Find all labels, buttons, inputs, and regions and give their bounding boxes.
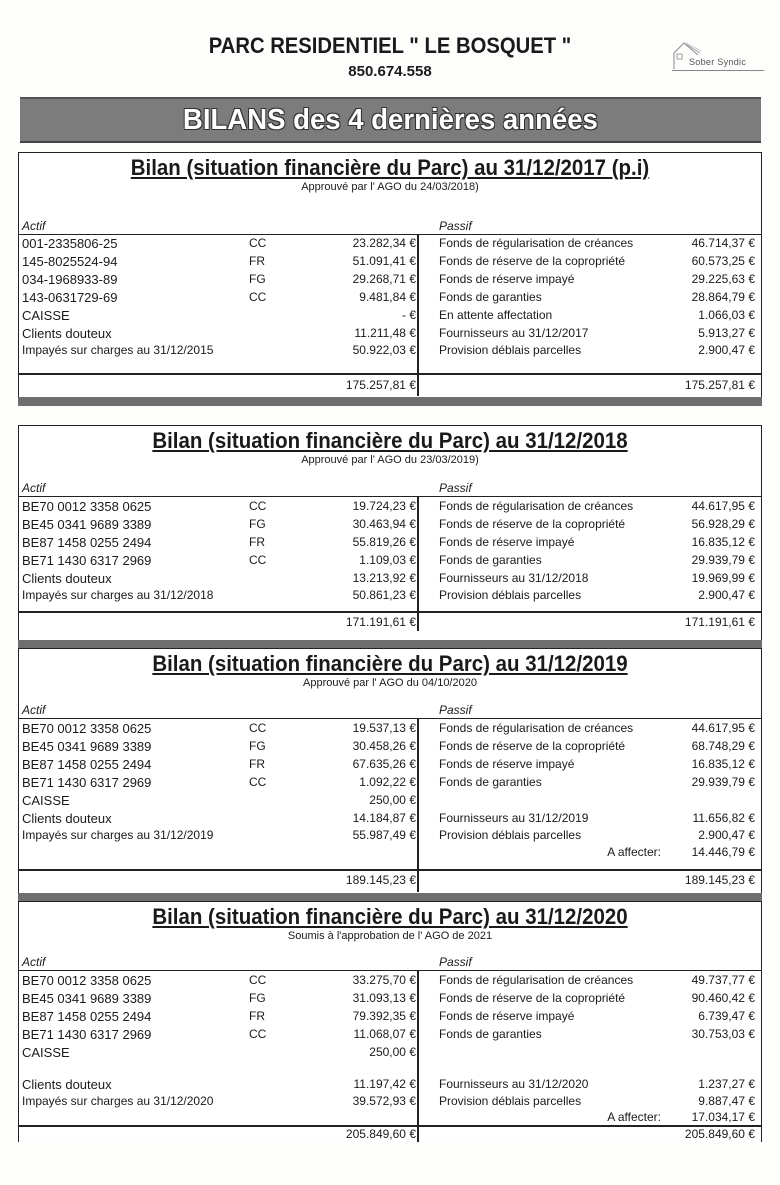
total-row (19, 1127, 761, 1144)
passif-label: Fonds de régularisation de créances (439, 973, 634, 987)
total-row (19, 615, 761, 632)
bilan-title: Bilan (situation financière du Parc) au 31/12/2019 (152, 651, 628, 676)
table-row (19, 588, 761, 605)
actif-label: BE87 1458 0255 2494 (22, 757, 152, 772)
approval-note: Soumis à l'approbation de l' AGO de 2021 (287, 930, 493, 942)
actif-code: CC (249, 973, 267, 987)
passif-amount: 5.913,27 € (698, 326, 755, 340)
passif-heading: Passif (439, 219, 472, 233)
bilan-2020 (18, 901, 762, 1142)
passif-amount: 2.900,47 € (698, 828, 755, 842)
table-row (19, 793, 761, 810)
actif-amount: 1.109,03 € (359, 553, 416, 567)
actif-heading: Actif (22, 703, 46, 717)
total-actif: 189.145,23 € (345, 873, 416, 887)
logo-underline (672, 70, 764, 71)
actif-amount: 250,00 € (369, 1045, 416, 1059)
actif-amount: 50.861,23 € (352, 588, 416, 602)
table-top-border (19, 718, 761, 719)
actif-amount: 29.268,71 € (352, 272, 416, 286)
actif-amount: 11.068,07 € (353, 1027, 416, 1041)
actif-amount: 67.635,26 € (352, 757, 416, 771)
actif-label: BE70 0012 3358 0625 (22, 973, 152, 988)
passif-heading: Passif (439, 481, 472, 495)
passif-amount: 19.969,99 € (691, 571, 755, 585)
table-row (19, 973, 761, 990)
actif-amount: 9.481,84 € (359, 290, 416, 304)
actif-amount: 13.213,92 € (352, 571, 416, 585)
banner-title: BILANS des 4 dernières années (183, 103, 598, 136)
table-top-border (19, 496, 761, 497)
actif-amount: 79.392,35 € (352, 1009, 416, 1023)
table-row (19, 326, 761, 343)
total-separator (19, 869, 761, 871)
actif-code: CC (249, 775, 267, 789)
passif-label: Fournisseurs au 31/12/2018 (439, 571, 589, 585)
a-affecter-amount: 14.446,79 € (691, 845, 755, 859)
actif-amount: 55.819,26 € (352, 535, 416, 549)
passif-label: Provision déblais parcelles (439, 828, 582, 842)
table-row (19, 517, 761, 534)
passif-label: Fonds de garanties (439, 1027, 542, 1041)
actif-code: FR (249, 535, 265, 549)
table-row (19, 739, 761, 756)
total-passif: 175.257,81 € (684, 378, 755, 392)
passif-label: Fonds de réserve de la copropriété (439, 254, 626, 268)
actif-label: Clients douteux (22, 326, 112, 341)
actif-amount: - € (401, 308, 416, 322)
logo-text: Sober Syndic (689, 57, 747, 67)
actif-code: FG (249, 272, 266, 286)
total-separator (19, 611, 761, 613)
passif-amount: 49.737,77 € (691, 973, 755, 987)
passif-amount: 29.939,79 € (691, 553, 755, 567)
passif-label: Fonds de garanties (439, 290, 542, 304)
passif-amount: 44.617,95 € (691, 499, 755, 513)
table-row (19, 272, 761, 289)
actif-amount: 55.987,49 € (352, 828, 416, 842)
passif-label: Fonds de régularisation de créances (439, 236, 634, 250)
passif-amount: 29.939,79 € (691, 775, 755, 789)
passif-amount: 2.900,47 € (698, 588, 755, 602)
passif-label: Fonds de réserve de la copropriété (439, 991, 626, 1005)
passif-amount: 68.748,29 € (691, 739, 755, 753)
table-row (19, 499, 761, 516)
approval-note: Approuvé par l' AGO du 23/03/2019) (301, 454, 479, 466)
passif-amount: 28.864,79 € (691, 290, 755, 304)
table-row (19, 1009, 761, 1026)
actif-amount: 19.724,23 € (352, 499, 416, 513)
total-actif: 205.849,60 € (345, 1127, 416, 1141)
table-row (19, 535, 761, 552)
passif-label: Fournisseurs au 31/12/2020 (439, 1077, 589, 1091)
passif-label: Fonds de réserve de la copropriété (439, 739, 626, 753)
actif-amount: 51.091,41 € (352, 254, 416, 268)
passif-label: Provision déblais parcelles (439, 588, 582, 602)
total-passif: 205.849,60 € (684, 1127, 755, 1141)
passif-label: Fonds de garanties (439, 775, 542, 789)
actif-label: Impayés sur charges au 31/12/2018 (22, 588, 214, 602)
passif-label: Fonds de réserve impayé (439, 757, 575, 771)
total-row (19, 378, 761, 395)
actif-label: Clients douteux (22, 571, 112, 586)
total-passif: 171.191,61 € (684, 615, 755, 629)
actif-label: Impayés sur charges au 31/12/2019 (22, 828, 214, 842)
actif-label: BE87 1458 0255 2494 (22, 535, 152, 550)
actif-label: 145-8025524-94 (22, 254, 118, 269)
passif-amount: 56.928,29 € (691, 517, 755, 531)
table-row (19, 343, 761, 360)
passif-amount: 11.656,82 € (692, 811, 755, 825)
total-row (19, 873, 761, 890)
approval-note: Approuvé par l' AGO du 24/03/2018) (301, 181, 479, 193)
actif-code: FG (249, 517, 266, 531)
actif-label: BE87 1458 0255 2494 (22, 1009, 152, 1024)
actif-code: FR (249, 254, 265, 268)
actif-label: BE45 0341 9689 3389 (22, 739, 152, 754)
passif-amount: 46.714,37 € (691, 236, 755, 250)
table-row (19, 775, 761, 792)
approval-note: Approuvé par l' AGO du 04/10/2020 (303, 677, 477, 689)
table-row (19, 1045, 761, 1062)
actif-amount: 33.275,70 € (352, 973, 416, 987)
passif-label: Fonds de régularisation de créances (439, 721, 634, 735)
table-row (19, 811, 761, 828)
passif-amount: 1.066,03 € (698, 308, 755, 322)
table-row (19, 236, 761, 253)
actif-code: FR (249, 757, 265, 771)
table-row (19, 1027, 761, 1044)
document-title: PARC RESIDENTIEL " LE BOSQUET " (208, 33, 572, 58)
actif-label: BE71 1430 6317 2969 (22, 775, 152, 790)
passif-amount: 6.739,47 € (698, 1009, 755, 1023)
actif-amount: 14.184,87 € (352, 811, 416, 825)
actif-label: CAISSE (22, 793, 70, 808)
passif-amount: 9.887,47 € (698, 1094, 755, 1108)
passif-amount: 44.617,95 € (691, 721, 755, 735)
passif-heading: Passif (439, 703, 472, 717)
table-top-border (19, 970, 761, 971)
passif-label: Fonds de réserve de la copropriété (439, 517, 626, 531)
actif-heading: Actif (22, 955, 46, 969)
a-affecter-row (19, 845, 761, 862)
actif-label: 034-1968933-89 (22, 272, 118, 287)
total-actif: 175.257,81 € (345, 378, 416, 392)
bilan-title: Bilan (situation financière du Parc) au 31/12/2017 (p.i) (130, 155, 650, 180)
actif-amount: 11.211,48 € (354, 326, 416, 340)
actif-code: FG (249, 739, 266, 753)
total-separator (19, 373, 761, 375)
section-banner (20, 97, 761, 143)
passif-amount: 16.835,12 € (691, 535, 755, 549)
actif-label: 001-2335806-25 (22, 236, 118, 251)
actif-code: CC (249, 236, 267, 250)
actif-label: Impayés sur charges au 31/12/2020 (22, 1094, 214, 1108)
passif-amount: 29.225,63 € (691, 272, 755, 286)
actif-label: Clients douteux (22, 811, 112, 826)
a-affecter-label: A affecter: (607, 845, 661, 859)
bilan-title: Bilan (situation financière du Parc) au 31/12/2020 (152, 904, 628, 929)
actif-label: BE45 0341 9689 3389 (22, 517, 152, 532)
table-row (19, 254, 761, 271)
actif-amount: 11.197,42 € (353, 1077, 416, 1091)
passif-label: Provision déblais parcelles (439, 343, 582, 357)
registration-number: 850.674.558 (348, 63, 432, 80)
actif-heading: Actif (22, 481, 46, 495)
passif-label: En attente affectation (439, 308, 553, 322)
passif-amount: 1.237,27 € (698, 1077, 755, 1091)
actif-code: CC (249, 290, 267, 304)
actif-label: BE71 1430 6317 2969 (22, 1027, 152, 1042)
table-row (19, 308, 761, 325)
a-affecter-amount: 17.034,17 € (691, 1110, 755, 1124)
actif-amount: 1.092,22 € (359, 775, 416, 789)
passif-amount: 30.753,03 € (691, 1027, 755, 1041)
passif-amount: 60.573,25 € (691, 254, 755, 268)
actif-label: CAISSE (22, 1045, 70, 1060)
passif-label: Fournisseurs au 31/12/2017 (439, 326, 589, 340)
passif-label: Fonds de régularisation de créances (439, 499, 634, 513)
actif-code: CC (249, 721, 267, 735)
actif-label: Clients douteux (22, 1077, 112, 1092)
passif-amount: 2.900,47 € (698, 343, 755, 357)
actif-label: BE70 0012 3358 0625 (22, 721, 152, 736)
table-row (19, 1077, 761, 1094)
actif-heading: Actif (22, 219, 46, 233)
passif-label: Fournisseurs au 31/12/2019 (439, 811, 589, 825)
actif-code: CC (249, 499, 267, 513)
sober-syndic-logo (672, 41, 764, 71)
actif-label: BE70 0012 3358 0625 (22, 499, 152, 514)
table-row (19, 828, 761, 845)
actif-amount: 23.282,34 € (352, 236, 416, 250)
passif-label: Fonds de réserve impayé (439, 1009, 575, 1023)
table-row (19, 553, 761, 570)
table-row (19, 1094, 761, 1111)
passif-label: Provision déblais parcelles (439, 1094, 582, 1108)
actif-label: BE71 1430 6317 2969 (22, 553, 152, 568)
actif-amount: 30.463,94 € (352, 517, 416, 531)
total-passif: 189.145,23 € (684, 873, 755, 887)
table-row (19, 991, 761, 1008)
total-actif: 171.191,61 € (345, 615, 416, 629)
actif-amount: 30.458,26 € (352, 739, 416, 753)
bilan-2019 (18, 648, 762, 894)
actif-code: CC (249, 553, 267, 567)
section-shadow-bar (18, 397, 762, 406)
actif-code: CC (249, 1027, 267, 1041)
a-affecter-label: A affecter: (607, 1110, 661, 1124)
document-header (0, 0, 780, 90)
passif-label: Fonds de garanties (439, 553, 542, 567)
passif-heading: Passif (439, 955, 472, 969)
bilan-2018 (18, 425, 762, 641)
table-row (19, 290, 761, 307)
passif-amount: 90.460,42 € (691, 991, 755, 1005)
passif-amount: 16.835,12 € (691, 757, 755, 771)
table-row (19, 721, 761, 738)
actif-code: FR (249, 1009, 265, 1023)
actif-amount: 39.572,93 € (352, 1094, 416, 1108)
actif-amount: 50.922,03 € (352, 343, 416, 357)
bilan-2017 (18, 152, 762, 398)
passif-label: Fonds de réserve impayé (439, 272, 575, 286)
actif-label: BE45 0341 9689 3389 (22, 991, 152, 1006)
actif-label: 143-0631729-69 (22, 290, 118, 305)
actif-amount: 250,00 € (369, 793, 416, 807)
passif-label: Fonds de réserve impayé (439, 535, 575, 549)
actif-code: FG (249, 991, 266, 1005)
actif-amount: 31.093,13 € (352, 991, 416, 1005)
actif-label: CAISSE (22, 308, 70, 323)
table-row (19, 571, 761, 588)
table-top-border (19, 234, 761, 235)
actif-label: Impayés sur charges au 31/12/2015 (22, 343, 214, 357)
actif-amount: 19.537,13 € (352, 721, 416, 735)
table-row (19, 757, 761, 774)
bilan-title: Bilan (situation financière du Parc) au 31/12/2018 (152, 428, 628, 453)
